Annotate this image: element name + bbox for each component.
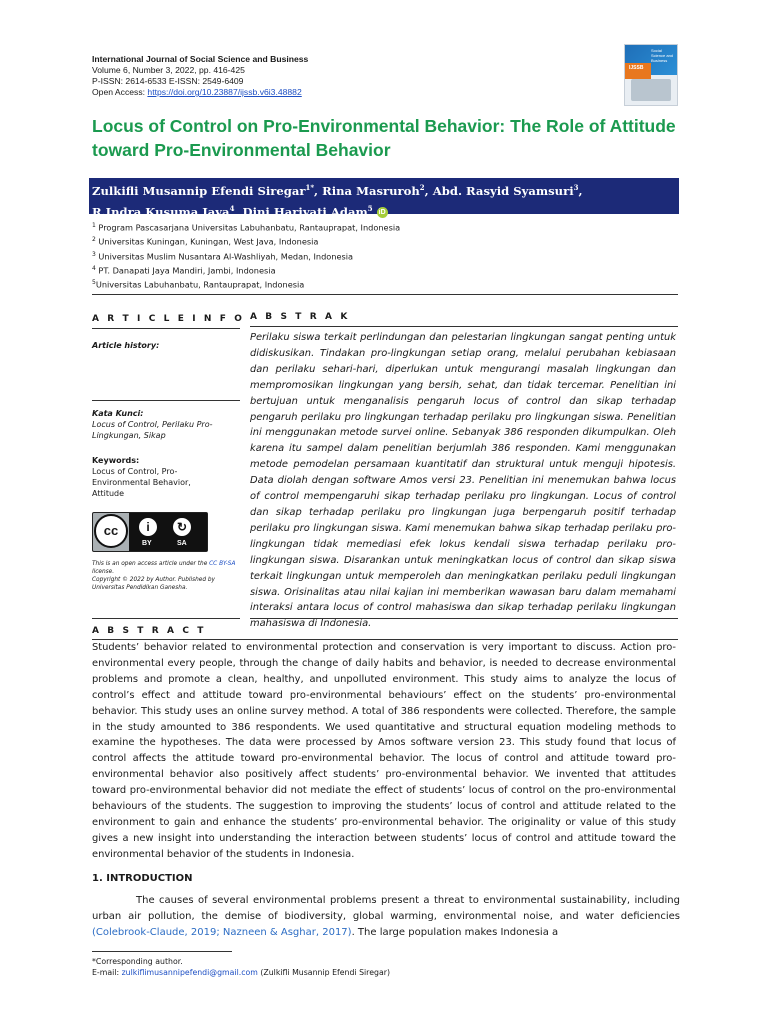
journal-cover-thumbnail <box>624 44 678 106</box>
author: Dini Hariyati Adam <box>242 204 368 219</box>
copyright-text: Copyright © 2022 by Author. Published by Universitas Pendidikan Ganesha. <box>92 577 215 591</box>
keywords-value: Locus of Control, Pro-Environmental Behavior, Attitude <box>92 467 191 498</box>
sa-label: SA <box>177 540 187 547</box>
sa-icon: ↻ <box>171 516 193 538</box>
cc-icon: cc <box>94 514 128 548</box>
license-link[interactable]: CC BY-SA <box>209 561 236 567</box>
cover-title: Social Science and Business <box>651 48 674 63</box>
cc-by-sa-badge[interactable] <box>92 512 208 552</box>
affiliation: $^2$ Universitas Kuningan, Kuningan, West Java, Indonesia <box>92 236 319 248</box>
journal-issn: P-ISSN: 2614-6533 E-ISSN: 2549-6409 <box>92 76 244 86</box>
author: Rina Masruroh <box>322 183 420 198</box>
keywords-label: Keywords: <box>92 456 140 465</box>
author-list: Zulkifli Musannip Efendi Siregar$^{1*}$, Rina Masruroh$^2$, Abd. Rasyid Syamsuri$^3$, R.Indra Kusuma Jaya$^4$, Dini Hariyati Adam$^5$ iD <box>92 183 583 219</box>
journal-name: International Journal of Social Science and Business <box>92 54 309 64</box>
orcid-icon[interactable]: iD <box>378 209 386 217</box>
abstrak-body: Perilaku siswa terkait perlindungan dan pelestarian lingkungan sangat penting untuk didiskusikan. Tindakan pro-lingkungan setiap orang, melalui perubahan kebiasaan dan perilaku sehari-hari, diperlukan untuk mengurangi masalah lingkungan dan mempromosikan lingkungan yang bersih, sehat, dan tidak tercemar. Penelitian ini bertujuan untuk menganalisis pengaruh locus of control dan sikap terhadap pengaruh perilaku pro lingkungan terhadap perilaku pro lingkungan siswa. Penelitian ini menggunakan metode survei online. Sebanyak 386 responden dikumpulkan. Oleh karena itu sampel dalam penelitian berjumlah 386 responden. Kami menggunakan metode pemodelan persamaan kuantitatif dan struktural untuk menguji hipotesis. Data diolah dengan software Amos versi 23. Penelitian ini menemukan bahwa locus of control mempengaruhi sikap terhadap perilaku pro lingkungan. Locus of control dan sikap terhadap perilaku pro lingkungan juga berpengaruh positif terhadap perilaku pro lingkungan siswa. Kami menemukan bahwa sikap terhadap perilaku pro-lingkungan tidak memediasi efek lokus kendali siswa terhadap perilaku pro-lingkungan siswa. Disarankan untuk meningkatkan locus of control dan sikap siswa terkait lingkungan untuk memperoleh dan meningkatkan perilaku peduli lingkungan siswa. Orisinalitas atau nilai kajian ini memberikan wawasan baru dalam memahami interaksi antara locus of control mahasiswa dan sikap terhadap perilaku lingkungan mahasiswa di Indonesia. <box>250 332 676 630</box>
divider <box>250 618 678 619</box>
kata-kunci-block <box>92 408 240 441</box>
introduction-body: The causes of several environmental problems present a threat to environmental sustainability, including urban air pollution, the demise of biodiversity, global warming, environmental noise, and water deficiencies (Colebrook-Claude, 2019; Nazneen & Asghar, 2017). The large population makes Indonesia a <box>92 895 680 938</box>
author: Abd. Rasyid Syamsuri <box>432 183 574 198</box>
introduction-heading: 1. INTRODUCTION <box>92 873 193 884</box>
affiliation: $^5$Universitas Labuhanbatu, Rantauprapat, Indonesia <box>92 279 305 291</box>
article-info-heading: A R T I C L E I N F O <box>92 314 245 324</box>
email-line: E-mail: zulkiflimusannipefendi@gmail.com (Zulkifli Musannip Efendi Siregar) <box>92 968 390 977</box>
journal-doi-line <box>92 87 308 98</box>
divider <box>92 618 240 619</box>
affiliation: $^4$ PT. Danapati Jaya Mandiri, Jambi, Indonesia <box>92 264 276 276</box>
footnote <box>92 956 390 978</box>
divider <box>92 400 240 401</box>
divider <box>92 328 240 329</box>
kata-kunci-label: Kata Kunci: <box>92 409 144 418</box>
license-note: This is an open access article under the CC BY-SA license. Copyright © 2022 by Author. Published by Universitas Pendidikan Ganesha. <box>92 561 236 591</box>
email-link[interactable]: zulkiflimusannipefendi@gmail.com <box>121 968 258 977</box>
by-icon: i <box>137 516 159 538</box>
affiliation: $^3$ Universitas Muslim Nusantara Al-Washliyah, Medan, Indonesia <box>92 250 354 262</box>
kata-kunci-value: Locus of Control, Perilaku Pro-Lingkungan, Sikap <box>92 420 213 440</box>
affiliation: $^1$ Program Pascasarjana Universitas Labuhanbatu, Rantauprapat, Indonesia <box>92 222 401 233</box>
corresponding-author-note: *Corresponding author. <box>92 957 183 966</box>
affiliations <box>92 220 400 292</box>
footnote-rule <box>92 951 232 952</box>
by-label: BY <box>142 540 152 547</box>
journal-header <box>92 54 308 98</box>
keywords-block <box>92 455 222 499</box>
author: R.Indra Kusuma Jaya <box>92 204 230 219</box>
citation-link[interactable]: (Colebrook-Claude, 2019; Nazneen & Asghar, 2017) <box>92 927 352 938</box>
divider <box>250 326 678 327</box>
divider <box>92 294 678 295</box>
article-history-label: Article history: <box>92 341 160 350</box>
abstract-heading: A B S T R A C T <box>92 626 207 636</box>
abstract-body: Students’ behavior related to environmental protection and conservation is very important to discuss. Action pro-environmental every people, through the change of daily habits and behavior, is needed to decrease environmental problems and promote a clean, healthy, and unpolluted environment. This study aims to analyze the locus of control’s effect and attitude toward pro-environmental behaviours’ effect on the students’ pro-environmental behavior. This study uses an online survey method. A total of 386 respondents were collected. Therefore, the sample in the study amounted to 386 respondents. We used quantitative and structural equation modeling methods to examine the hypotheses. The data were processed by Amos software version 23. This study found that locus of control affects the attitude toward pro-environmental behavior. The locus of control and attitude toward pro-environmental behavior also positively affect students’ pro-environmental behavior. We invented that attitudes toward pro-environmental behavior did not mediate the effect of students’ locus of control on the pro-environmental behaviours of the students. The suggestion to improving the students’ locus of control and attitude related to the environment to gain and enhance the students’ pro-environmental behavior. The originality or value of this study gives a new insight into understanding the interaction between students’ locus of control and attitude toward the environmental behavior of the students in Indonesia. <box>92 642 676 860</box>
cover-logo: IJSSB <box>629 65 644 71</box>
author: Zulkifli Musannip Efendi Siregar <box>92 183 306 198</box>
abstrak-heading: A B S T R A K <box>250 312 350 322</box>
paper-title: Locus of Control on Pro-Environmental Behavior: The Role of Attitude toward Pro-Environmental Behavior <box>92 116 676 160</box>
journal-volume: Volume 6, Number 3, 2022, pp. 416-425 <box>92 65 245 75</box>
open-access-label: Open Access: <box>92 87 148 97</box>
doi-link[interactable]: https://doi.org/10.23887/ijssb.v6i3.48882 <box>147 87 302 97</box>
